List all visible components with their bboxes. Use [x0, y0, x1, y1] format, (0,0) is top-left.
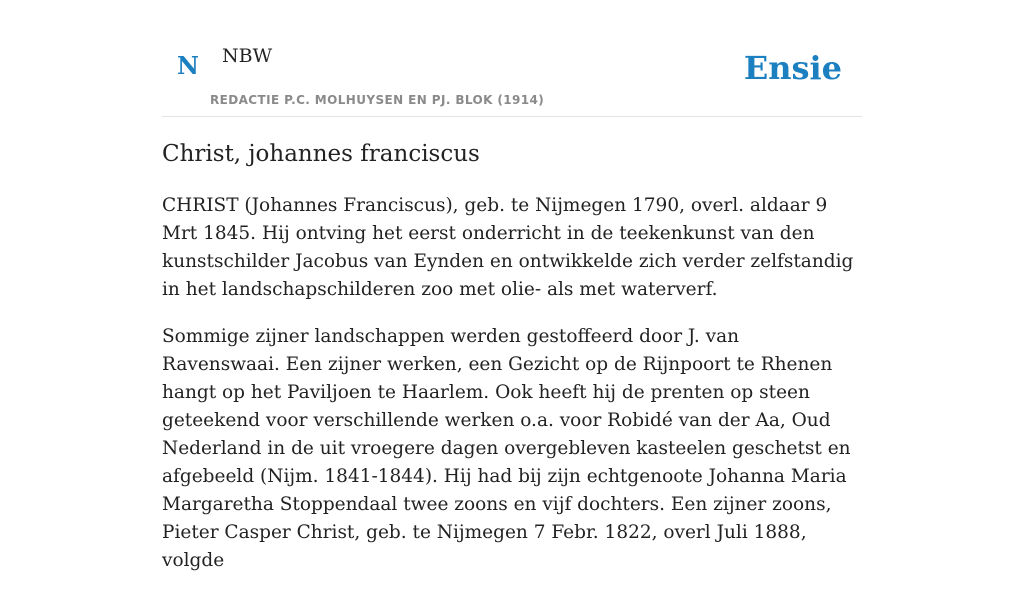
article-paragraph: CHRIST (Johannes Franciscus), geb. te Nijmegen 1790, overl. aldaar 9 Mrt 1845. Hij ontving het eerst onderricht in de teekenkunst van den kunstschilder Jacobus van Eynden en ontwikkelde zich verder zelfstandig in het landschapschilderen zoo met olie- als met waterverf. — [162, 195, 854, 300]
source-logo[interactable]: N — [177, 51, 199, 80]
article-body — [162, 192, 862, 594]
source-header — [162, 0, 862, 117]
brand-logo[interactable]: Ensie — [743, 49, 842, 87]
article-paragraph: Sommige zijner landschappen werden gestoffeerd door J. van Ravenswaai. Een zijner werken, een Gezicht op de Rijnpoort te Rhenen hangt op het Paviljoen te Haarlem. Ook heeft hij de prenten op steen geteekend voor verschillende werken o.a. voor Robidé van der Aa, Oud Nederland in de uit vroegere dagen overgebleven kasteelen geschetst en afgebeeld (Nijm. 1841-1844). Hij had bij zijn echtgenoote Johanna Maria Margaretha Stoppendaal twee zoons en vijf dochters. Een zijner zoons, Pieter Casper Christ, geb. te Nijmegen 7 Febr. 1822, overl Juli 1888, volgde — [162, 326, 851, 571]
source-subtitle: REDACTIE P.C. MOLHUYSEN EN PJ. BLOK (1914) — [210, 93, 545, 107]
source-title[interactable]: NBW — [222, 45, 273, 67]
page-title: Christ, johannes franciscus — [162, 141, 480, 167]
